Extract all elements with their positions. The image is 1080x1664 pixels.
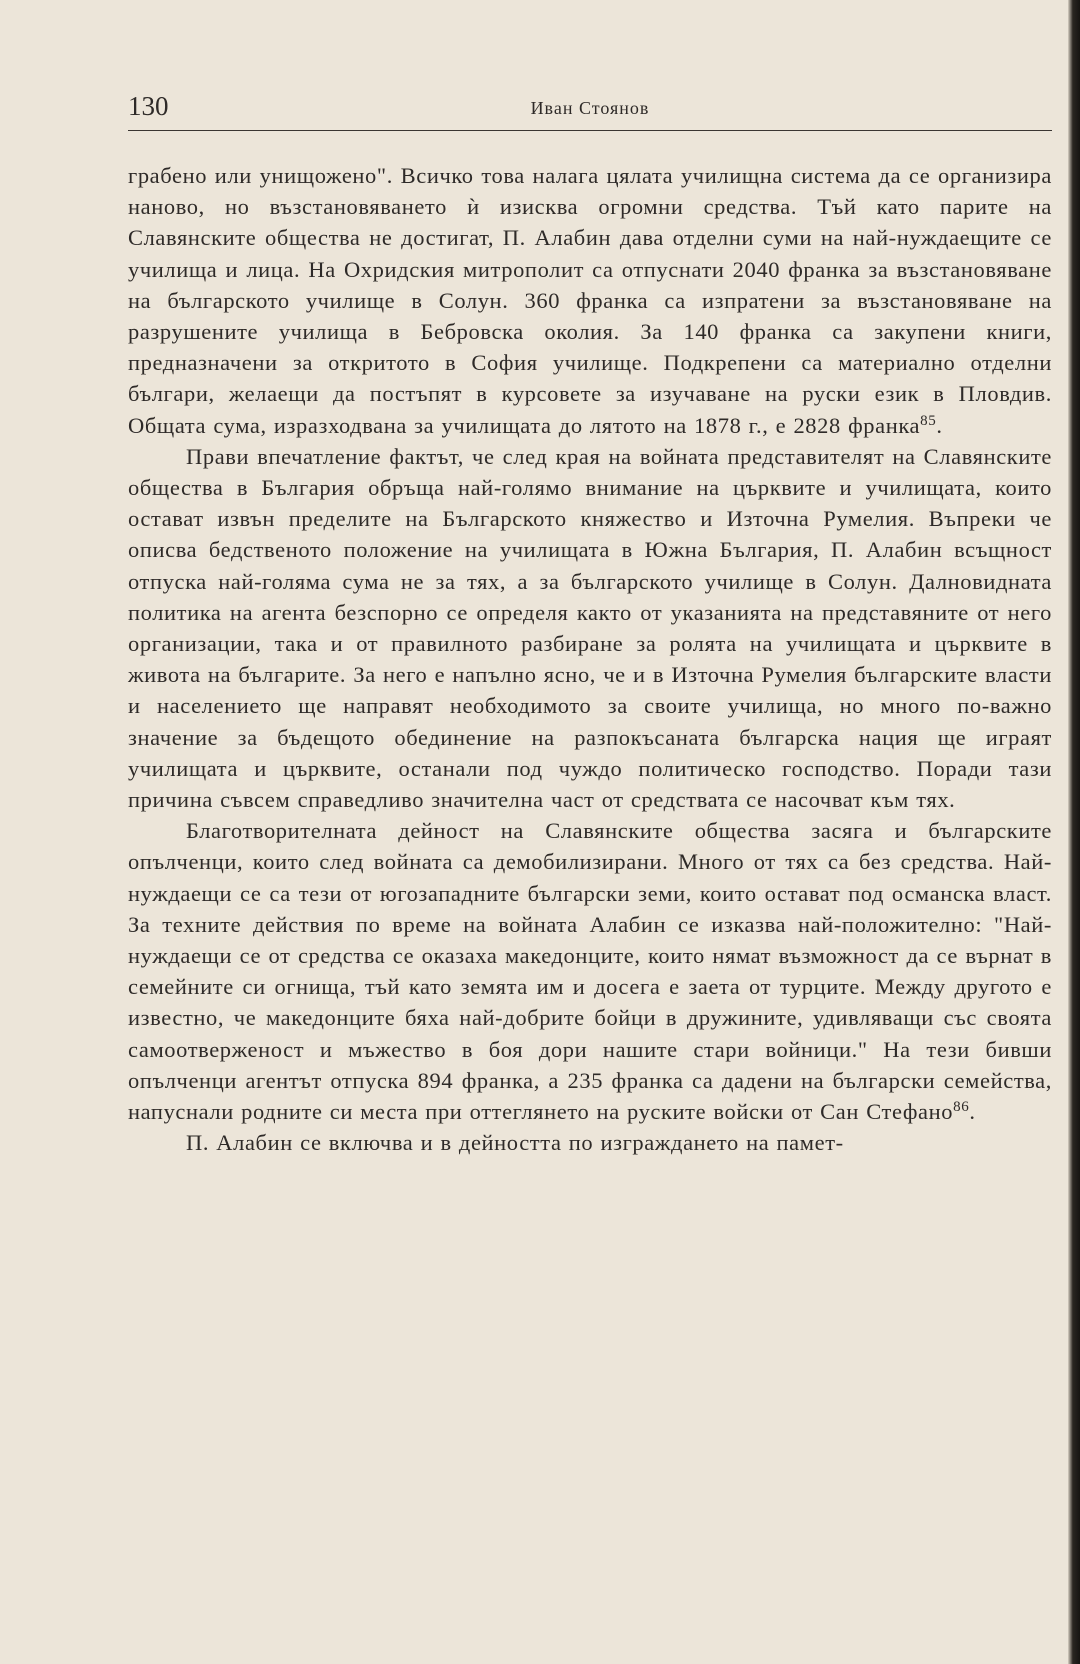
paragraph-tail: . bbox=[936, 412, 943, 438]
paragraph-text: Прави впечатление фактът, че след края на войната представителят на Славянските общества в България обръща най-голямо внимание на църквите и училищата, които остават извън пределите на Българското княжество и Източна Румелия. Въпреки че описва бедственото положение на училищата в Южна България, П. Алабин всъщност отпуска най-голяма сума не за тях, а за българското училище в Солун. Далновидната политика на агента безспорно се определя както от указанията на представяните от него организации, така и от правилното разбиране за ролята на училищата и църквите в живота на българите. За него е напълно ясно, че и в Източна Румелия българските власти и населението ще направят необходимото за своите училища, но много по-важно значение за бъдещото обединение на разпокъсаната българска нация ще играят училищата и църквите, останали под чуждо политическо господство. Поради тази причина съвсем справедливо значителна част от средствата се насочват към тях. bbox=[128, 443, 1052, 813]
paragraph bbox=[128, 160, 1052, 441]
paragraph bbox=[128, 1127, 1052, 1158]
running-head: Иван Стоянов bbox=[530, 98, 650, 118]
paragraph-tail: . bbox=[969, 1099, 976, 1125]
footnote-marker: 85 bbox=[920, 412, 937, 429]
paragraph bbox=[128, 441, 1052, 815]
body-text bbox=[128, 160, 1052, 1159]
paragraph-text: Благотворителната дейност на Славянските общества засяга и българските опълченци, които след войната са демобилизирани. Много от тях са без средства. Най-нуждаещи се са тези от югозападните български земи, които остават под османска власт. За техните действия по време на войната Алабин се изказва най-положително: "Най-нуждаещи се от средства се оказаха македонците, които нямат възможност да се върнат в семейните си огнища, тъй като земята им и досега е заета от турците. Между другото е известно, че македонците бяха най-добрите бойци в дружините, удивляващи със своята самоотверженост и мъжество в боя дори нашите стари войници." На тези бивши опълченци агентът отпуска 894 франка, а 235 франка са дадени на български семейства, напуснали родните си места при оттеглянето на руските войски от Сан Стефано bbox=[128, 818, 1052, 1125]
paragraph bbox=[128, 815, 1052, 1127]
header-rule bbox=[128, 130, 1052, 131]
page-number: 130 bbox=[128, 91, 169, 121]
paragraph-text: грабено или унищожено". Всичко това налага цялата училищна система да се организира наново, но възстановяването ѝ изисква огромни средства. Тъй като парите на Славянските общества не достигат, П. Алабин дава отделни суми на най-нуждаещите се училища и лица. На Охридския митрополит са отпуснати 2040 франка за възстановяване на българското училище в Солун. 360 франка са изпратени за възстановяване на разрушените училища в Бебровска околия. За 140 франка са закупени книги, предназначени за откритото в София училище. Подкрепени са материално отделни българи, желаещи да постъпят в курсовете за изучаване на руски език в Пловдив. Общата сума, изразходвана за училищата до лятото на 1878 г., е 2828 франка bbox=[128, 163, 1052, 438]
page-edge bbox=[1068, 0, 1080, 1664]
paragraph-text: П. Алабин се включва и в дейността по изграждането на памет- bbox=[186, 1130, 844, 1156]
footnote-marker: 86 bbox=[953, 1099, 970, 1116]
page-header bbox=[128, 88, 1052, 124]
